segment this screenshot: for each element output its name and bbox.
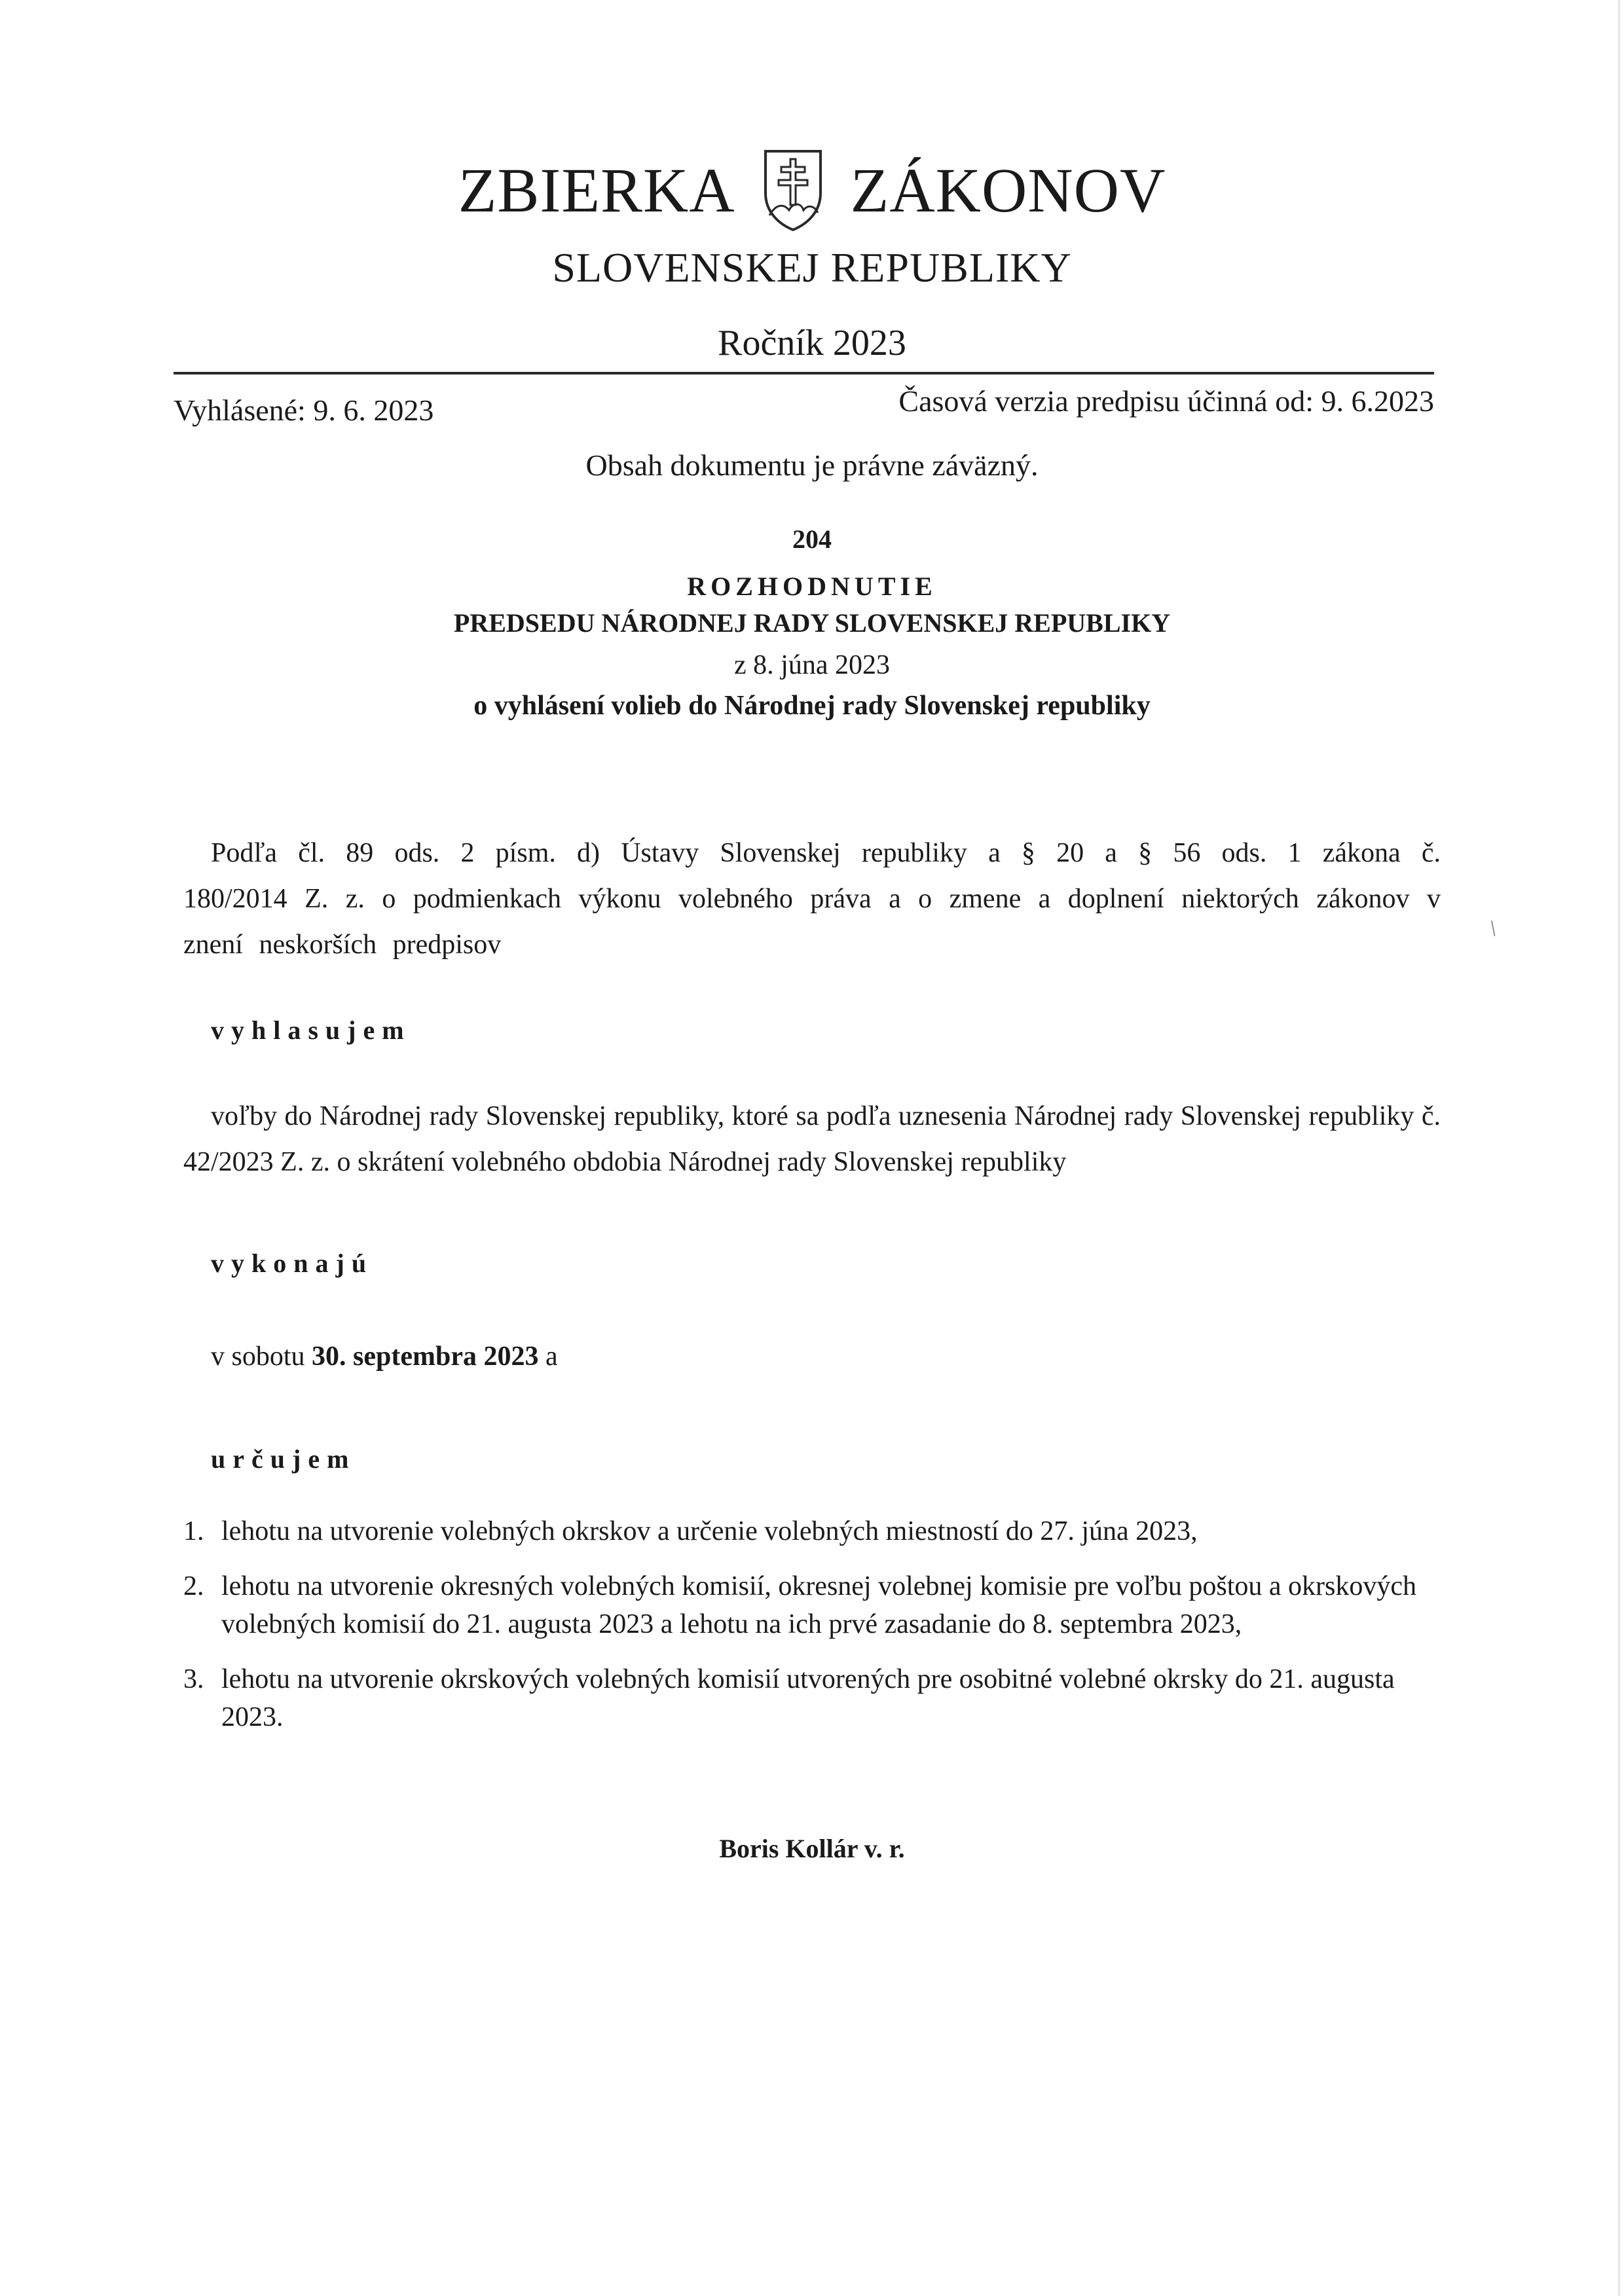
announced-date: Vyhlásené: 9. 6. 2023 [174,393,434,427]
document-issuer: PREDSEDU NÁRODNEJ RADY SLOVENSKEJ REPUBLIKY [453,608,1171,638]
verb-determine: určujem [211,1444,356,1474]
verb-declare: vyhlasujem [211,1015,411,1045]
preamble-paragraph: Podľa čl. 89 ods. 2 písm. d) Ústavy Slovenskej republiky a § 20 a § 56 ods. 1 zákona č. 180/2014 Z. z. o podmienkach výkonu volebného práva a o zmene a doplnení niektorých zákonov v znení neskorších predpisov [183,838,1441,960]
list-item-number: 3. [183,1664,204,1694]
volume-label: Ročník 2023 [718,323,906,363]
list-item [183,1512,1454,1550]
signature: Boris Kollár v. r. [719,1834,905,1863]
list-item-text: lehotu na utvorenie okrskových volebných komisií utvorených pre osobitné volebné okrsky do 21. augusta 2023. [221,1664,1395,1732]
masthead-subtitle: SLOVENSKEJ REPUBLIKY [552,244,1072,291]
election-date-prefix: v sobotu [211,1341,305,1372]
list-item-number: 1. [183,1516,204,1546]
election-date-line [211,1341,558,1372]
effective-date: Časová verzia predpisu účinná od: 9. 6.2023 [898,384,1434,418]
elections-paragraph: voľby do Národnej rady Slovenskej republiky, ktoré sa podľa uznesenia Národnej rady Slovenskej republiky č. 42/2023 Z. z. o skrátení volebného obdobia Národnej rady Slovenskej republiky [183,1101,1441,1177]
binding-note: Obsah dokumentu je právne záväzný. [585,448,1039,482]
deadline-list [183,1512,1454,1753]
masthead-left-word: ZBIERKA [458,155,735,225]
scan-edge-line [1618,0,1620,2296]
masthead [0,141,1624,239]
document-date: z 8. júna 2023 [734,650,890,680]
list-item-text: lehotu na utvorenie volebných okrskov a určenie volebných miestností do 27. júna 2023, [221,1516,1198,1546]
document-subject: o vyhlásení volieb do Národnej rady Slovenskej republiky [473,691,1151,721]
list-item [183,1567,1454,1643]
list-item-number: 2. [183,1571,204,1601]
header-divider [174,372,1434,374]
document-type: ROZHODNUTIE [687,572,937,601]
verb-perform: vykonajú [211,1248,374,1278]
election-date-suffix: a [545,1341,558,1372]
election-date: 30. septembra 2023 [312,1341,539,1372]
document-number: 204 [792,524,832,554]
coat-of-arms-icon [760,147,826,232]
stray-pen-mark: / [1485,917,1502,941]
masthead-right-word: ZÁKONOV [850,155,1166,225]
list-item [183,1660,1454,1736]
list-item-text: lehotu na utvorenie okresných volebných komisií, okresnej volebnej komisie pre voľbu poštou a okrskových volebných komisií do 21. augusta 2023 a lehotu na ich prvé zasadanie do 8. septembra 2023, [221,1571,1417,1639]
